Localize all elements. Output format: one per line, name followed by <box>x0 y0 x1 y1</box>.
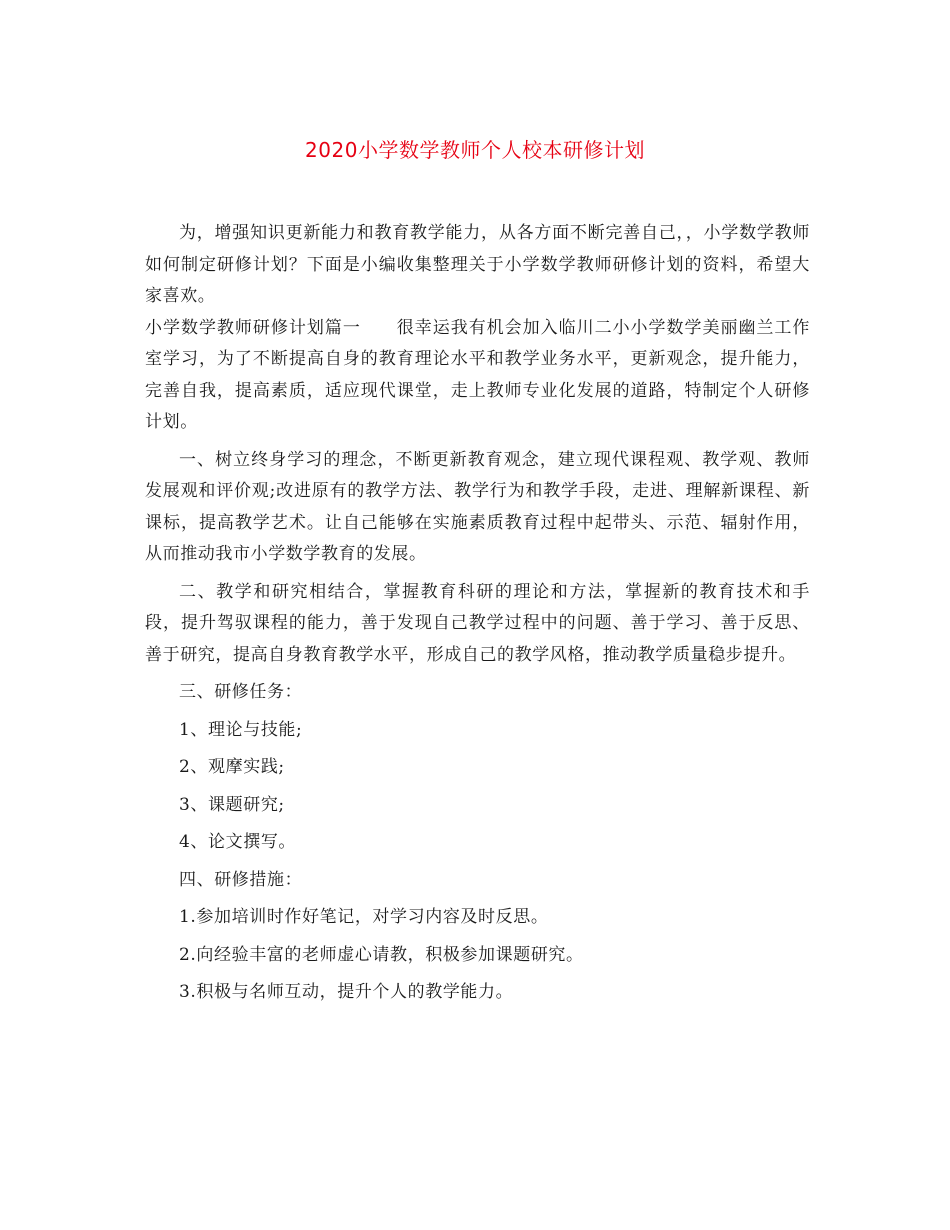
list-item: 2、观摩实践; <box>179 757 285 777</box>
point-two-paragraph: 二、教学和研究相结合，掌握教育科研的理论和方法，掌握新的教育技术和手段，提升驾驭课程的能力，善于发现自己教学过程中的问题、善于学习、善于反思、善于研究，提高自身教育教学水平，形成自己的教学风格，推动教学质量稳步提升。 <box>145 581 810 665</box>
list-item: 1、理论与技能; <box>179 719 303 740</box>
tasks-heading: 三、研修任务： <box>179 682 303 702</box>
list-item: 4、论文撰写。 <box>179 832 297 852</box>
document-body <box>145 218 810 1009</box>
list-item: 3、课题研究; <box>179 794 285 815</box>
list-item: 1.参加培训时作好笔记，对学习内容及时反思。 <box>179 907 549 927</box>
section-one-intro-paragraph: 小学数学教师研修计划篇一 很幸运我有机会加入临川二小小学数学美丽幽兰工作室学习，为了不断提高自身的教育理论水平和教学业务水平，更新观念，提升能力，完善自我，提高素质，适应现代课堂，走上教师专业化发展的道路，特制定个人研修计划。 <box>145 317 810 432</box>
measures-heading: 四、研修措施： <box>179 869 303 890</box>
list-item: 2.向经验丰富的老师虚心请教，积极参加课题研究。 <box>179 944 584 965</box>
list-item: 3.积极与名师互动，提升个人的教学能力。 <box>179 982 514 1002</box>
document-title: 2020小学数学教师个人校本研修计划 <box>305 138 645 162</box>
intro-paragraph: 为，增强知识更新能力和教育教学能力，从各方面不断完善自己，，小学数学教师如何制定研修计划？下面是小编收集整理关于小学数学教师研修计划的资料，希望大家喜欢。 <box>145 223 810 306</box>
point-one-paragraph: 一、树立终身学习的理念，不断更新教育观念，建立现代课程观、教学观、教师发展观和评价观;改进原有的教学方法、教学行为和教学手段，走进、理解新课程、新课标，提高教学艺术。让自己能够在实施素质教育过程中起带头、示范、辐射作用，从而推动我市小学数学教育的发展。 <box>145 449 810 564</box>
